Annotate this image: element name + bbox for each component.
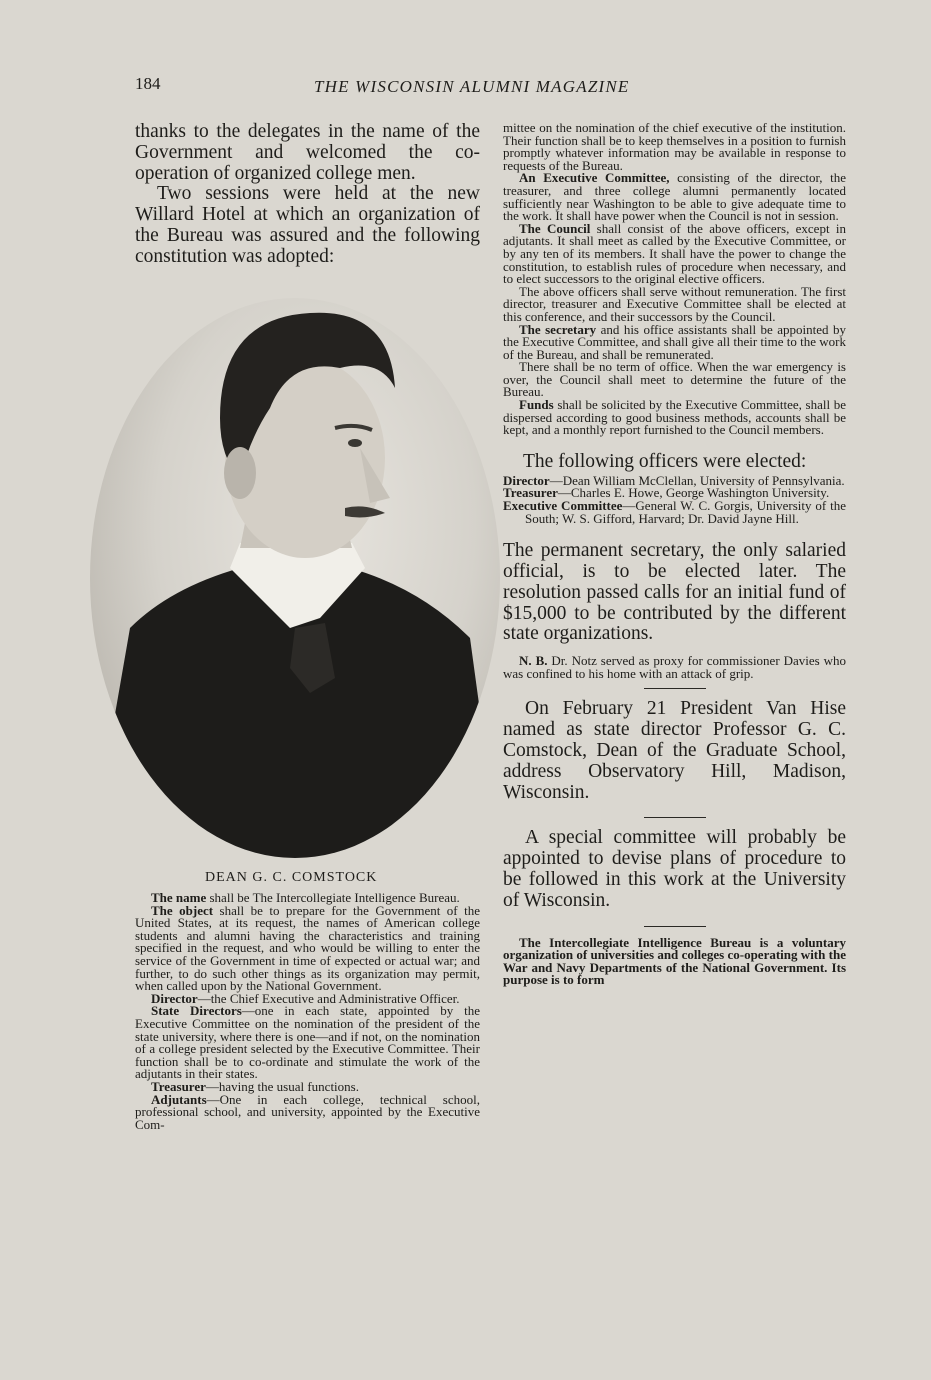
divider-3 bbox=[644, 926, 706, 927]
left-column bbox=[135, 122, 480, 268]
constitution-name: The name shall be The Intercollegiate Intelligence Bureau. bbox=[151, 890, 460, 905]
running-title: THE WISCONSIN ALUMNI MAGAZINE bbox=[314, 77, 630, 96]
divider-2 bbox=[644, 817, 706, 818]
constitution-adjutants: Adjutants—One in each college, technical school, professional school, and university, appointed by the Executive Com- bbox=[135, 1091, 480, 1132]
committee-paragraph: A special committee will probably be appointed to devise plans of procedure to be followed in this work at the University of Wisconsin. bbox=[503, 827, 846, 911]
constitution-treasurer: Treasurer—having the usual functions. bbox=[151, 1078, 359, 1094]
officers-heading: The following officers were elected: bbox=[523, 450, 807, 472]
left-paragraph-1: thanks to the delegates in the name of the Government and welcomed the co-operation of organized college men. bbox=[135, 121, 480, 184]
officer-director: Director—Dean William McClellan, University of Pennsylvania. bbox=[503, 472, 845, 488]
right-column bbox=[503, 122, 846, 987]
portrait-caption: DEAN G. C. COMSTOCK bbox=[205, 870, 378, 885]
right-para-secretary: The secretary and his office assistants shall be appointed by the Executive Committee, and shall give all their time to the work of the Bureau, and shall be remunerated. bbox=[503, 321, 846, 362]
nb-note: N. B. Dr. Notz served as proxy for commissioner Davies who was confined to his home with an attack of grip. bbox=[503, 653, 846, 681]
constitution-text bbox=[135, 892, 480, 1131]
closing-paragraph: The Intercollegiate Intelligence Bureau is a voluntary organization of universities and colleges co-operating with the War and Navy Departments of the National Government. Its purpose is to form bbox=[503, 934, 846, 988]
right-para-executive-committee: An Executive Committee, consisting of the director, the treasurer, and three college alumni permanently located sufficiently near Washington to be able to give adequate time to the work. It shall have power when the Council is not in session. bbox=[503, 170, 846, 224]
portrait-illustration bbox=[90, 298, 500, 858]
left-paragraph-2: Two sessions were held at the new Willard Hotel at which an organization of the Bureau was assured and the following constitution was adopted: bbox=[135, 183, 480, 267]
portrait-oval bbox=[90, 298, 500, 858]
portrait-photo bbox=[90, 298, 500, 858]
officer-treasurer: Treasurer—Charles E. Howe, George Washington University. bbox=[503, 485, 830, 501]
right-para-council: The Council shall consist of the above officers, except in adjutants. It shall meet as called by the Executive Committee, or by any ten of its members. It shall have the power to change the constitution, to establish rules of procedure when necessary, and to elect successors to the original elective officers. bbox=[503, 220, 846, 287]
february-paragraph: On February 21 President Van Hise named as state director Professor G. C. Comstock, Dean of the Graduate School, address Observatory Hill, Madison, Wisconsin. bbox=[503, 698, 846, 803]
secretary-paragraph: The permanent secretary, the only salaried official, is to be elected later. The resolution passed calls for an initial fund of $15,000 to be contributed by the different state organizations. bbox=[503, 540, 846, 645]
divider-1 bbox=[644, 688, 706, 689]
right-para-1: mittee on the nomination of the chief executive of the institution. Their function shall be to keep themselves in a position to furnish promptly whatever information may be available in response to requests of the Bureau. bbox=[503, 120, 846, 173]
constitution-state-directors: State Directors—one in each state, appointed by the Executive Committee on the nomination of the president of the state university, where there is one—and if not, on the nomination of a college president selected by the Executive Committee. Their function shall be to co-ordinate and stimulate the work of the adjutants in their states. bbox=[135, 1003, 480, 1082]
right-para-funds: Funds shall be solicited by the Executive Committee, shall be dispersed according to good business methods, accounts shall be kept, and a monthly report furnished to the Council members. bbox=[503, 397, 846, 438]
right-para-remuneration: The above officers shall serve without remuneration. The first director, treasurer and Executive Committee shall be elected at this conference, and their successors by the Council. bbox=[503, 283, 846, 324]
constitution-object: The object shall be to prepare for the Government of the United States, at its request, the names of American college students and alumni having the characteristics and training specified in the request, and who would be willing to enter the service of the Government in time of expected or actual war; and further, to do such other things as its organization may permit, when called upon by the National Government. bbox=[135, 902, 480, 994]
page-number: 184 bbox=[135, 74, 161, 93]
officer-executive-committee: Executive Committee—General W. C. Gorgis, University of the South; W. S. Gifford, Harvard; Dr. David Jayne Hill. bbox=[503, 498, 846, 526]
constitution-director: Director—the Chief Executive and Administrative Officer. bbox=[151, 990, 460, 1006]
right-para-term: There shall be no term of office. When the war emergency is over, the Council shall meet to determine the future of the Bureau. bbox=[503, 359, 846, 400]
